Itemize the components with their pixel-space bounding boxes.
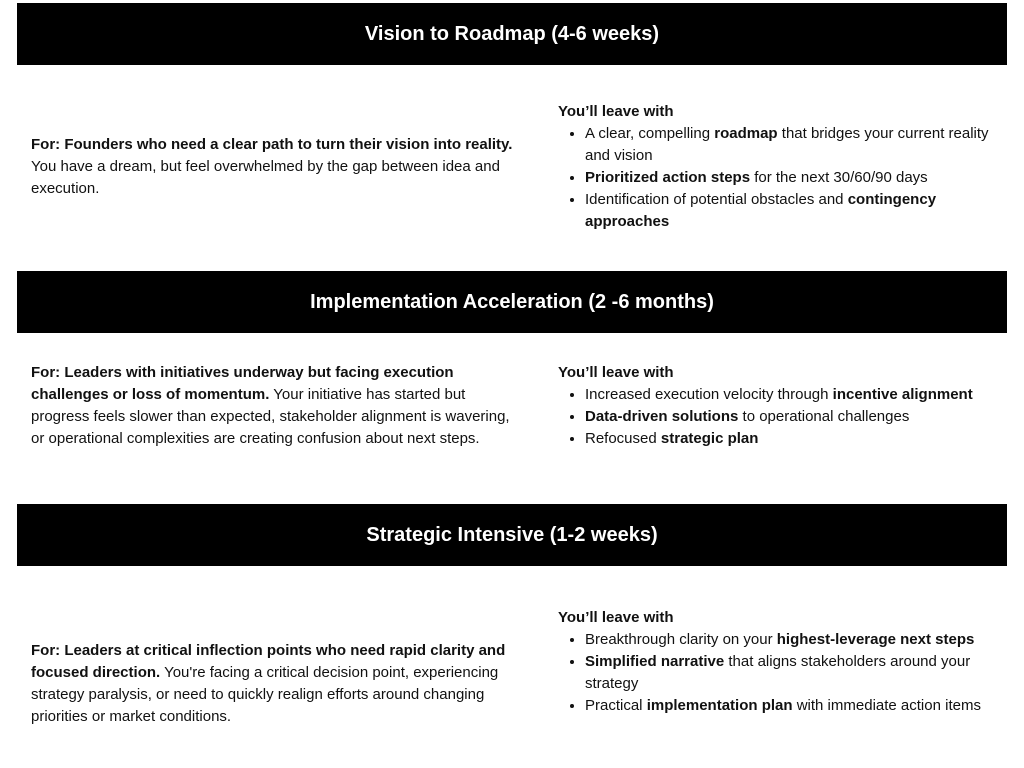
for-audience: For: Leaders at critical inflection points who need rapid clarity and focused direction. — [31, 642, 506, 681]
leave-with-block — [558, 607, 998, 717]
list-item: • Data-driven solutions to operational challenges — [585, 406, 998, 428]
section-header-strategic-intensive — [17, 504, 1007, 566]
list-item: • Practical implementation plan with immediate action items — [585, 695, 998, 717]
list-item: • Identification of potential obstacles and contingency approaches — [585, 189, 998, 233]
for-detail: You're facing a critical decision point, experiencing strategy paralysis, or need to quickly realign efforts around changing priorities or market conditions. — [31, 664, 499, 725]
leave-with-list — [558, 629, 998, 717]
leave-with-title: You’ll leave with — [558, 609, 674, 626]
for-description — [31, 640, 513, 728]
for-audience: For: Leaders with initiatives underway but facing execution challenges or loss of momentum. — [31, 364, 454, 403]
list-item: • Simplified narrative that aligns stakeholders around your strategy — [585, 651, 998, 695]
section-title: Implementation Acceleration (2 -6 months) — [310, 290, 714, 313]
leave-with-list — [558, 384, 998, 450]
list-item: • Refocused strategic plan — [585, 428, 998, 450]
for-detail: Your initiative has started but progress feels slower than expected, stakeholder alignment is wavering, or operational complexities are creating confusion about next steps. — [31, 386, 510, 447]
for-audience: For: Founders who need a clear path to turn their vision into reality. — [31, 136, 513, 153]
leave-with-title: You’ll leave with — [558, 103, 674, 120]
leave-with-block — [558, 362, 998, 450]
leave-with-list — [558, 123, 998, 233]
section-header-implementation-acceleration — [17, 271, 1007, 333]
for-detail: You have a dream, but feel overwhelmed by the gap between idea and execution. — [31, 158, 500, 197]
section-title: Vision to Roadmap (4-6 weeks) — [364, 22, 660, 45]
list-item: • Prioritized action steps for the next 30/60/90 days — [585, 167, 998, 189]
for-description — [31, 362, 513, 450]
leave-with-title: You’ll leave with — [558, 364, 674, 381]
list-item: • A clear, compelling roadmap that bridges your current reality and vision — [585, 123, 998, 167]
section-title: Strategic Intensive (1-2 weeks) — [366, 523, 658, 546]
list-item: • Breakthrough clarity on your highest-leverage next steps — [585, 629, 998, 651]
for-description — [31, 134, 513, 200]
list-item: • Increased execution velocity through incentive alignment — [585, 384, 998, 406]
leave-with-block — [558, 101, 998, 233]
section-header-vision-to-roadmap — [17, 3, 1007, 65]
